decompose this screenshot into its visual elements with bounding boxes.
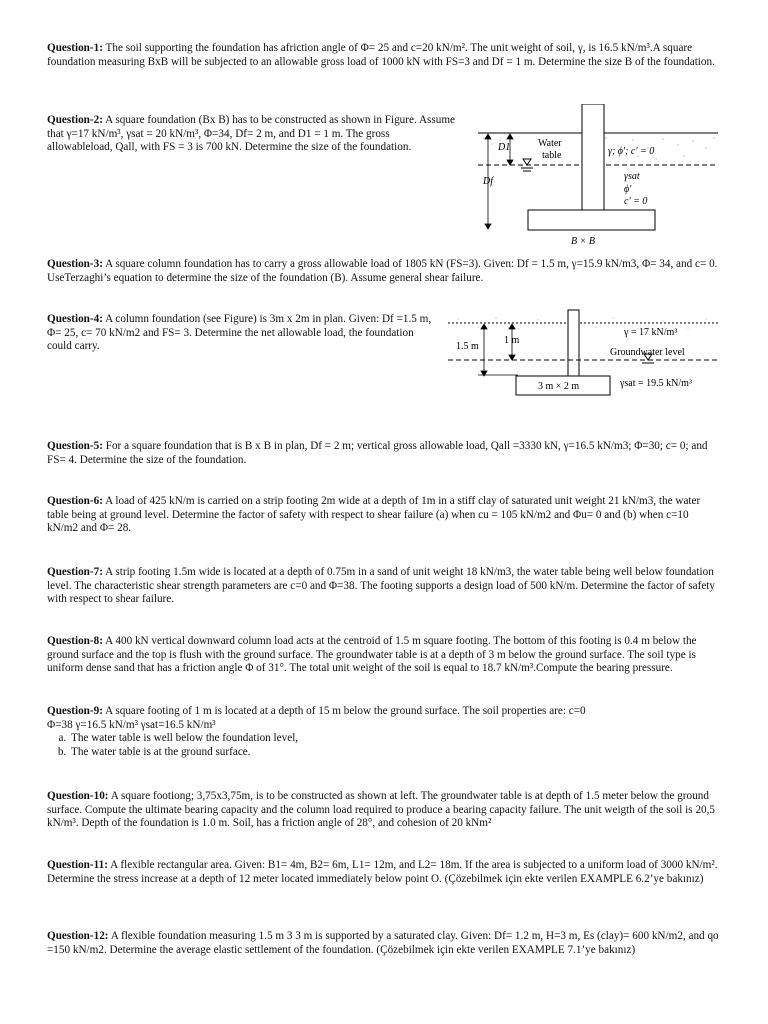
- question-label: Question-6:: [47, 495, 103, 507]
- question-text: A square footing of 1 m is located at a depth of 15 m below the ground surface. The soil properties are: c=0: [105, 705, 586, 717]
- question-label: Question-8:: [47, 635, 103, 647]
- question-6: [47, 495, 719, 536]
- footing-size-label: 3 m × 2 m: [538, 381, 580, 392]
- table-label: table: [542, 150, 562, 161]
- question-text: The soil supporting the foundation has afriction angle of Φ= 25 and c=20 kN/m². The unit weight of soil, γ, is 16.5 kN/m³.A square foundation measuring BxB will be subjected to an allowable gross load of 1000 kN with FS=3 and Df = 1 m. Determine the size B of the foundation.: [47, 42, 715, 68]
- question-label: Question-4:: [47, 313, 103, 325]
- question-text: A column foundation (see Figure) is 3m x 2m in plan. Given: Df =1.5 m, Φ= 25, c= 70 kN/m2 and FS= 3. Determine the net allowable load, the foundation could carry.: [47, 313, 432, 353]
- question-10: [47, 790, 719, 831]
- question-label: Question-5:: [47, 440, 103, 452]
- question-2: [47, 114, 457, 155]
- d1-label: D1: [498, 142, 511, 153]
- question-label: Question-1:: [47, 42, 103, 54]
- gamma-sat-label: γsat = 19.5 kN/m³: [620, 378, 692, 389]
- question-text: For a square foundation that is B x B in plan, Df = 2 m; vertical gross allowable load, Qall =3330 kN, γ=16.5 kN/m3; Φ=30; c= 0; and FS= 4. Determine the size of the foundation.: [47, 440, 708, 466]
- case-b: b. The water table is at the ground surface.: [69, 746, 719, 760]
- question-label: Question-3:: [47, 258, 103, 270]
- question-5: [47, 440, 719, 467]
- question-text: A square foundation (Bx B) has to be constructed as shown in Figure. Assume that γ=17 kN/m³, γsat = 20 kN/m³, Φ=34, Df= 2 m, and D1 = 1 m. The gross allowableload, Qall, with FS = 3 is 700 kN. Determine the size of the foundation.: [47, 114, 455, 154]
- question-8: [47, 635, 719, 676]
- question-label: Question-11:: [47, 859, 108, 871]
- question-label: Question-10:: [47, 790, 109, 802]
- df-label: Df: [483, 176, 493, 187]
- question-label: Question-2:: [47, 114, 103, 126]
- groundwater-label: Groundwater level: [610, 347, 685, 358]
- question-text: A strip footing 1.5m wide is located at a depth of 0.75m in a sand of unit weight 18 kN/m3, the water table being well below foundation level. The characteristic shear strength parameters are c=0 and Φ=38. The footing supports a design load of 500 kN/m. Determine the factor of safety with respect to shear failure.: [47, 566, 715, 606]
- case-a: a. The water table is well below the foundation level,: [69, 732, 719, 746]
- one-meter-label: 1 m: [504, 335, 520, 346]
- question-1: [47, 42, 719, 69]
- question-text: A 400 kN vertical downward column load acts at the centroid of 1.5 m square footing. The bottom of this footing is 0.4 m below the ground surface and the top is flush with the ground surface. The groundwater table is at a depth of 3 m below the ground surface. The soil type is uniform dense sand that has a friction angle Φ of 31°. The total unit weight of the soil is equal to 18.7 kN/m³.Compute the bearing pressure.: [47, 635, 697, 675]
- question-label: Question-12:: [47, 930, 109, 942]
- question-12: [47, 930, 719, 957]
- question-label: Question-7:: [47, 566, 103, 578]
- bxb-label: B × B: [571, 236, 595, 247]
- question-9: [47, 705, 719, 759]
- cohesion-label: c' = 0: [624, 196, 648, 207]
- question-11: [47, 859, 719, 886]
- footing: [528, 210, 655, 230]
- question-text: A square column foundation has to carry a gross allowable load of 1805 kN (FS=3). Given: Df = 1.5 m, γ=15.9 kN/m3, Φ= 34, and c= 0. UseTerzaghi’s equation to determine the size of the foundation (B). Assume general shear failure.: [47, 258, 718, 284]
- depth-label: 1.5 m: [456, 341, 479, 352]
- question-text: A load of 425 kN/m is carried on a strip footing 2m wide at a depth of 1m in a stiff clay of saturated unit weight 21 kN/m3, the water table being at ground level. Determine the factor of safety with respect to shear failure (a) when cu = 105 kN/m2 and Φu= 0 and (b) when c=10 kN/m2 and Φ= 28.: [47, 495, 701, 535]
- soil-properties: Φ=38 γ=16.5 kN/m³ γsat=16.5 kN/m³: [47, 718, 216, 731]
- question-7: [47, 566, 719, 607]
- gamma-label: γ = 17 kN/m³: [624, 327, 678, 338]
- figure-foundation-water-table: [478, 104, 718, 248]
- water-label: Water: [538, 138, 562, 149]
- column: [582, 104, 604, 210]
- question-text: A flexible rectangular area. Given: B1= 4m, B2= 6m, L1= 12m, and L2= 18m. If the area is subjected to a uniform load of 3000 kN/m². Determine the stress increase at a depth of 12 meter located immediately below point O. (Çözebilmek için ekte verilen EXAMPLE 6.2’ye bakınız): [47, 859, 718, 885]
- upper-soil-props: γ; ϕ'; c' = 0: [608, 146, 655, 157]
- question-text: A square footiong; 3,75x3,75m, is to be constructed as shown at left. The groundwater table is at depth of 1.5 meter below the ground surface. Compute the ultimate bearing capacity and the column load required to produce a bearing capacity failure. The unit weigth of the soil is 20,5 kN/m³. Depth of the foundation is 1.0 m. Soil, has a friction angle of 28°, and cohesion of 20 kNm²: [47, 790, 716, 830]
- question-9-cases: [47, 732, 719, 759]
- question-4: [47, 313, 437, 354]
- question-text: A flexible foundation measuring 1.5 m 3 3 m is supported by a saturated clay. Given: Df= 1.2 m, H=3 m, Es (clay)= 600 kN/m2, and qo =150 kN/m2. Determine the average elastic settlement of the foundation. (Çözebilmek için ekte verilen EXAMPLE 7.1’ye bakınız): [47, 930, 719, 956]
- gamma-sat-label: γsat: [624, 171, 640, 182]
- phi-label: ϕ': [624, 184, 632, 195]
- question-label: Question-9:: [47, 705, 103, 717]
- question-3: [47, 258, 719, 285]
- column: [568, 310, 579, 376]
- figure-column-foundation: [448, 305, 720, 401]
